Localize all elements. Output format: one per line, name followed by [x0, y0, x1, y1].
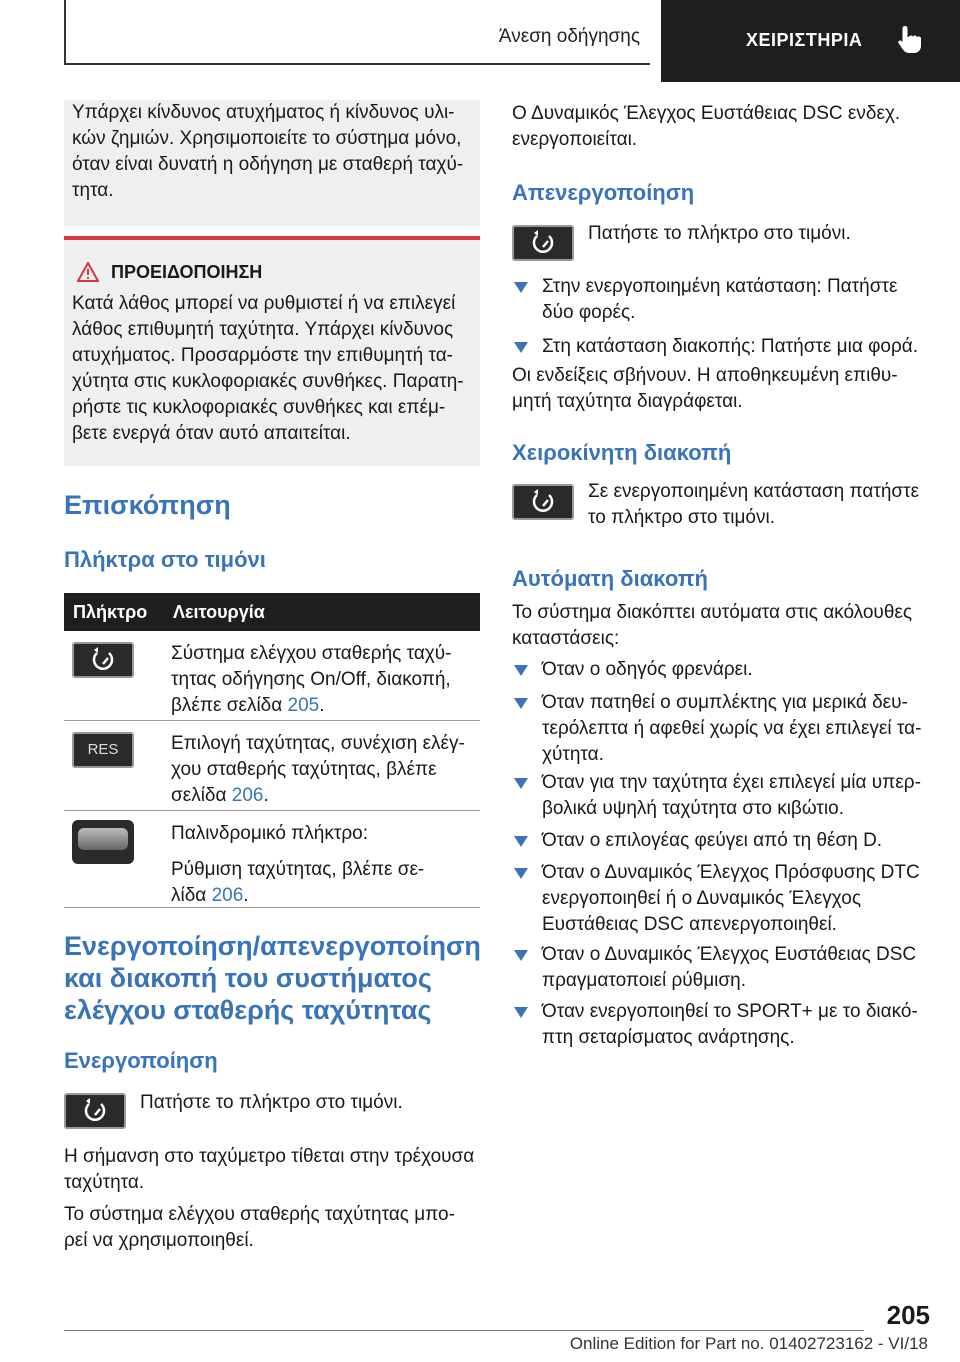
text-fragment: σελίδα [171, 785, 232, 806]
auto-interrupt-intro [512, 600, 932, 652]
text-line: τητας οδήγησης On/Off, διακοπή, [171, 669, 451, 690]
text-line: πτη σεταρίσματος ανάρτησης. [542, 1027, 795, 1048]
text-fragment: . [243, 885, 249, 906]
deactivation-instruction: Πατήστε το πλήκτρο στο τιμόνι. [588, 223, 851, 244]
cruise-control-button-image [512, 484, 574, 520]
steering-buttons-heading: Πλήκτρα στο τιμόνι [64, 547, 266, 572]
activation-instruction: Πατήστε το πλήκτρο στο τιμόνι. [140, 1092, 403, 1113]
text-line: τερόλεπτα ή αφεθεί χωρίς να έχει επιλεγεί τα- [542, 718, 922, 739]
text-line: πραγματοποιεί ρύθμιση. [542, 970, 746, 991]
text-line: Το σύστημα ελέγχου σταθερής ταχύτητας μπο- [64, 1204, 455, 1225]
header-rule-left [64, 0, 66, 64]
page-number: 205 [886, 1300, 930, 1330]
hand-pointer-icon [897, 24, 923, 54]
bullet-triangle-icon [514, 698, 528, 709]
chapter-tab-label: ΧΕΙΡΙΣΤΗΡΙΑ [746, 30, 863, 50]
text-fragment: βλέπε σελίδα [171, 695, 288, 716]
text-line: δύο φορές. [542, 302, 636, 323]
text-line: καταστάσεις: [512, 628, 620, 649]
table-col-function: Λειτουργία [173, 602, 265, 622]
deactivation-heading: Απενεργοποίηση [512, 180, 695, 205]
activation-subheading: Ενεργοποίηση [64, 1048, 218, 1073]
text-line: ατυχήματος. Προσαρμόστε την επιθυμητή τα- [72, 345, 454, 366]
warning-title: ΠΡΟΕΙΔΟΠΟΙΗΣΗ [111, 262, 263, 282]
text-line: λάθος επιθυμητή ταχύτητα. Υπάρχει κίνδυνος [72, 319, 454, 340]
text-line [171, 783, 477, 809]
warning-text [72, 291, 476, 447]
auto-interrupt-heading: Αυτόματη διακοπή [512, 566, 708, 591]
page-link[interactable]: 206 [211, 885, 244, 906]
activation-paragraph-1 [64, 1144, 480, 1196]
text-line: χύτητα. [542, 744, 604, 765]
text-line: Όταν ο Δυναμικός Έλεγχος Πρόσφυσης DTC [542, 862, 920, 883]
dsc-note [512, 101, 932, 153]
text-line: Όταν πατηθεί ο συμπλέκτης για μερικά δευ- [542, 692, 908, 713]
header-section-title: Άνεση οδήγησης [498, 26, 640, 47]
bullet-text [542, 999, 926, 1051]
text-line [171, 883, 477, 909]
bullet-triangle-icon [514, 868, 528, 879]
table-bottom-rule [64, 907, 480, 908]
bullet-text [542, 657, 926, 683]
text-line: όταν είναι δυνατή η οδήγηση με σταθερή ταχύ- [72, 154, 464, 175]
manual-interrupt-instruction [588, 479, 938, 531]
cruise-control-button-image [512, 225, 574, 261]
table-header [64, 593, 480, 631]
table-col-key: Πλήκτρο [73, 602, 148, 622]
text-fragment: . [263, 785, 269, 806]
text-line: το πλήκτρο στο τιμόνι. [588, 507, 775, 528]
deactivation-note [512, 363, 932, 415]
text-line: Στη κατάσταση διακοπής: Πατήστε μια φορά. [542, 336, 919, 357]
text-line: ρεί να χρησιμοποιηθεί. [64, 1230, 254, 1251]
text-line: Όταν για την ταχύτητα έχει επιλεγεί μία υπερ- [542, 772, 921, 793]
text-line: Όταν ο οδηγός φρενάρει. [542, 659, 753, 680]
text-line: χου σταθερής ταχύτητας, βλέπε [171, 759, 437, 780]
table-row-divider [64, 810, 480, 811]
bullet-text [542, 770, 926, 822]
text-line: Ο Δυναμικός Έλεγχος Ευστάθειας DSC ενδεχ. [512, 103, 901, 124]
overview-heading: Επισκόπηση [64, 490, 231, 520]
bullet-triangle-icon [514, 282, 528, 293]
bullet-triangle-icon [514, 342, 528, 353]
text-line: ενεργοποιείται. [512, 129, 638, 150]
text-fragment: . [319, 695, 325, 716]
bullet-text [542, 274, 926, 326]
text-line: τητα. [72, 180, 114, 201]
text-line: χύτητα στις κυκλοφοριακές συνθήκες. Παρατη- [72, 371, 464, 392]
bullet-text [542, 334, 926, 360]
text-line: Όταν ενεργοποιηθεί το SPORT+ με το διακό- [542, 1001, 918, 1022]
cruise-control-button-image [72, 642, 134, 678]
bullet-text [542, 828, 926, 854]
text-line: Όταν ο επιλογέας φεύγει από τη θέση D. [542, 830, 883, 851]
text-line: ταχύτητα. [64, 1172, 145, 1193]
rocker-switch-surface [78, 828, 128, 850]
cruise-control-icon [74, 644, 132, 676]
bullet-triangle-icon [514, 665, 528, 676]
text-line: Στην ενεργοποιημένη κατάσταση: Πατήστε [542, 276, 898, 297]
manual-interrupt-heading: Χειροκίνητη διακοπή [512, 440, 732, 465]
table-row-divider [64, 720, 480, 721]
bullet-text [542, 690, 926, 768]
bullet-triangle-icon [514, 1007, 528, 1018]
text-line: Ευστάθειας DSC απενεργοποιηθεί. [542, 914, 837, 935]
text-fragment: λίδα [171, 885, 212, 906]
text-line: Η σήμανση στο ταχύμετρο τίθεται στην τρέχουσα [64, 1146, 475, 1167]
bullet-text [542, 860, 926, 938]
warning-triangle-icon [77, 262, 99, 282]
text-line: Σε ενεργοποιημένη κατάσταση πατήστε [588, 481, 920, 502]
heading-line: ελέγχου σταθερής ταχύτητας [64, 995, 432, 1025]
text-line: μητή ταχύτητα διαγράφεται. [512, 391, 743, 412]
text-line: κών ζημιών. Χρησιμοποιείτε το σύστημα μόνο, [72, 128, 462, 149]
text-line: Κατά λάθος μπορεί να ρυθμιστεί ή να επιλεγεί [72, 293, 456, 314]
text-line: βολικά υψηλή ταχύτητα στο κιβώτιο. [542, 798, 844, 819]
bullet-triangle-icon [514, 836, 528, 847]
bullet-triangle-icon [514, 950, 528, 961]
table-row [171, 641, 477, 719]
text-line: Υπάρχει κίνδυνος ατυχήματος ή κίνδυνος υλι- [72, 102, 455, 123]
page-link[interactable]: 205 [287, 695, 320, 716]
text-line: Οι ενδείξεις σβήνουν. Η αποθηκευμένη επιθυ- [512, 365, 898, 386]
text-line: Όταν ο Δυναμικός Έλεγχος Ευστάθειας DSC [542, 944, 917, 965]
bullet-triangle-icon [514, 778, 528, 789]
table-row [171, 821, 477, 909]
footer-rule [64, 1330, 864, 1331]
text-line: Το σύστημα διακόπτει αυτόματα στις ακόλουθες [512, 602, 913, 623]
activation-heading [64, 930, 481, 1026]
text-line: Σύστημα ελέγχου σταθερής ταχύ- [171, 643, 452, 664]
intro-text [72, 100, 472, 204]
page-link[interactable]: 206 [231, 785, 264, 806]
heading-line: και διακοπή του συστήματος [64, 963, 432, 993]
text-line: Επιλογή ταχύτητας, συνέχιση ελέγ- [171, 733, 465, 754]
footer-edition: Online Edition for Part no. 01402723162 - VI/18 [569, 1334, 928, 1353]
header-chapter-tab[interactable] [661, 0, 960, 82]
cruise-control-icon [66, 1095, 124, 1127]
activation-paragraph-2 [64, 1202, 480, 1254]
cruise-control-button-image [64, 1093, 126, 1129]
res-button-image [72, 732, 134, 768]
text-line: ρήστε τις κυκλοφοριακές συνθήκες και επέμ- [72, 397, 446, 418]
text-line: Παλινδρομικό πλήκτρο: [171, 823, 368, 844]
table-row [171, 731, 477, 809]
text-line [171, 693, 477, 719]
res-button-label: RES [87, 741, 119, 758]
text-line: Ρύθμιση ταχύτητας, βλέπε σε- [171, 859, 425, 880]
cruise-control-icon [514, 486, 572, 518]
text-line: ενεργοποιηθεί ή ο Δυναμικός Έλεγχος [542, 888, 861, 909]
cruise-control-icon [514, 227, 572, 259]
heading-line: Ενεργοποίηση/απενεργοποίηση [64, 931, 481, 961]
header-rule-bottom [64, 63, 650, 65]
bullet-text [542, 942, 926, 994]
rocker-switch-image [72, 820, 134, 864]
text-line: βετε ενεργά όταν αυτό απαιτείται. [72, 423, 351, 444]
